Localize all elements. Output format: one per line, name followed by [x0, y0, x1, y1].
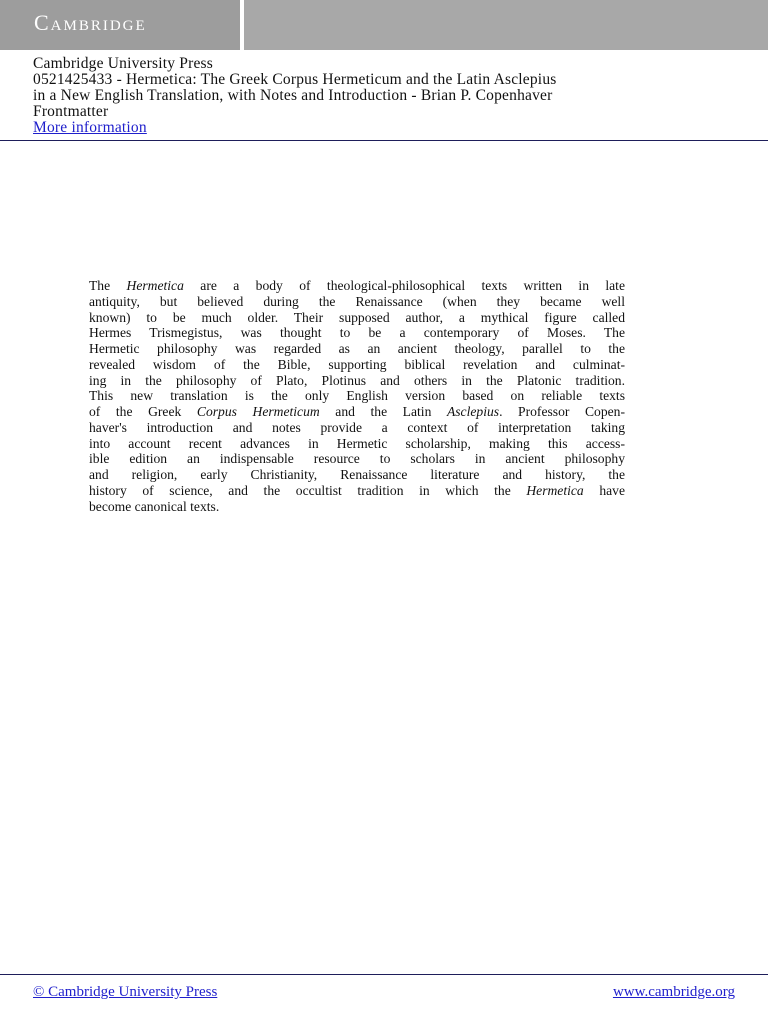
publisher-line: Cambridge University Press: [33, 55, 213, 72]
blurb-text: Hermetica: [126, 278, 184, 293]
blurb-line: [89, 310, 625, 326]
blurb-text: ible edition an indispensable resource to scholars in ancient philosophy: [89, 451, 625, 467]
blurb-line: [89, 278, 625, 294]
blurb-text: into account recent advances in Hermetic scholarship, making this access-: [89, 435, 625, 451]
bottom-rule: [0, 974, 768, 975]
blurb-line: [89, 404, 625, 420]
blurb-text: Hermes Trismegistus, was thought to be a contemporary of Moses. The: [89, 325, 625, 341]
blurb-line: [89, 467, 625, 483]
blurb-line: [89, 357, 625, 373]
blurb-text: revealed wisdom of the Bible, supporting biblical revelation and culminat-: [89, 356, 625, 372]
blurb-line: [89, 483, 625, 499]
blurb-text: ing in the philosophy of Plato, Plotinus and others in the Platonic tradition.: [89, 372, 625, 388]
blurb-text: Asclepius: [446, 404, 500, 419]
website-link[interactable]: www.cambridge.org: [612, 984, 735, 1000]
book-description: [89, 278, 625, 514]
copyright-link[interactable]: © Cambridge University Press: [33, 984, 218, 1000]
blurb-text: known) to be much older. Their supposed author, a mythical figure called: [89, 309, 625, 325]
brand-block: [0, 0, 240, 50]
blurb-text: Hermetic philosophy was regarded as an ancient theology, parallel to the: [89, 341, 625, 356]
blurb-text: Corpus Hermeticum: [196, 404, 320, 419]
blurb-text: and religion, early Christianity, Renaissance literature and history, the: [89, 467, 625, 482]
blurb-text: antiquity, but believed during the Renaissance (when they became well: [89, 293, 625, 309]
top-rule: [0, 140, 768, 141]
blurb-text: . Professor Copen-: [499, 404, 625, 419]
blurb-line: [89, 373, 625, 389]
blurb-text: and the Latin: [319, 404, 447, 419]
blurb-text: history of science, and the occultist tradition in which the: [89, 482, 527, 498]
book-title-line-1: 0521425433 - Hermetica: The Greek Corpus Hermeticum and the Latin Asclepius: [33, 71, 557, 88]
blurb-text: Hermetica: [526, 482, 584, 498]
blurb-line: [89, 341, 625, 357]
section-line: Frontmatter: [33, 103, 109, 120]
blurb-line: [89, 294, 625, 310]
blurb-text: become canonical texts.: [89, 498, 220, 514]
blurb-text: are a body of theological-philosophical texts written in late: [183, 278, 625, 293]
blurb-line: [89, 499, 625, 515]
header-divider: [240, 0, 244, 50]
blurb-line: [89, 420, 625, 436]
more-information-link[interactable]: More information: [33, 119, 147, 136]
blurb-line: [89, 325, 625, 341]
blurb-line: [89, 388, 625, 404]
blurb-line: [89, 436, 625, 452]
blurb-text: have: [583, 482, 626, 498]
blurb-text: The: [89, 278, 127, 293]
blurb-text: of the Greek: [89, 404, 197, 419]
blurb-text: This new translation is the only English version based on reliable texts: [89, 388, 625, 404]
header-bar: [0, 0, 768, 50]
blurb-line: [89, 451, 625, 467]
blurb-text: haver's introduction and notes provide a context of interpretation taking: [89, 419, 625, 435]
cambridge-logo: Cambridge: [34, 10, 147, 35]
book-title-line-2: in a New English Translation, with Notes and Introduction - Brian P. Copenhaver: [33, 87, 553, 104]
book-meta: [33, 56, 738, 136]
